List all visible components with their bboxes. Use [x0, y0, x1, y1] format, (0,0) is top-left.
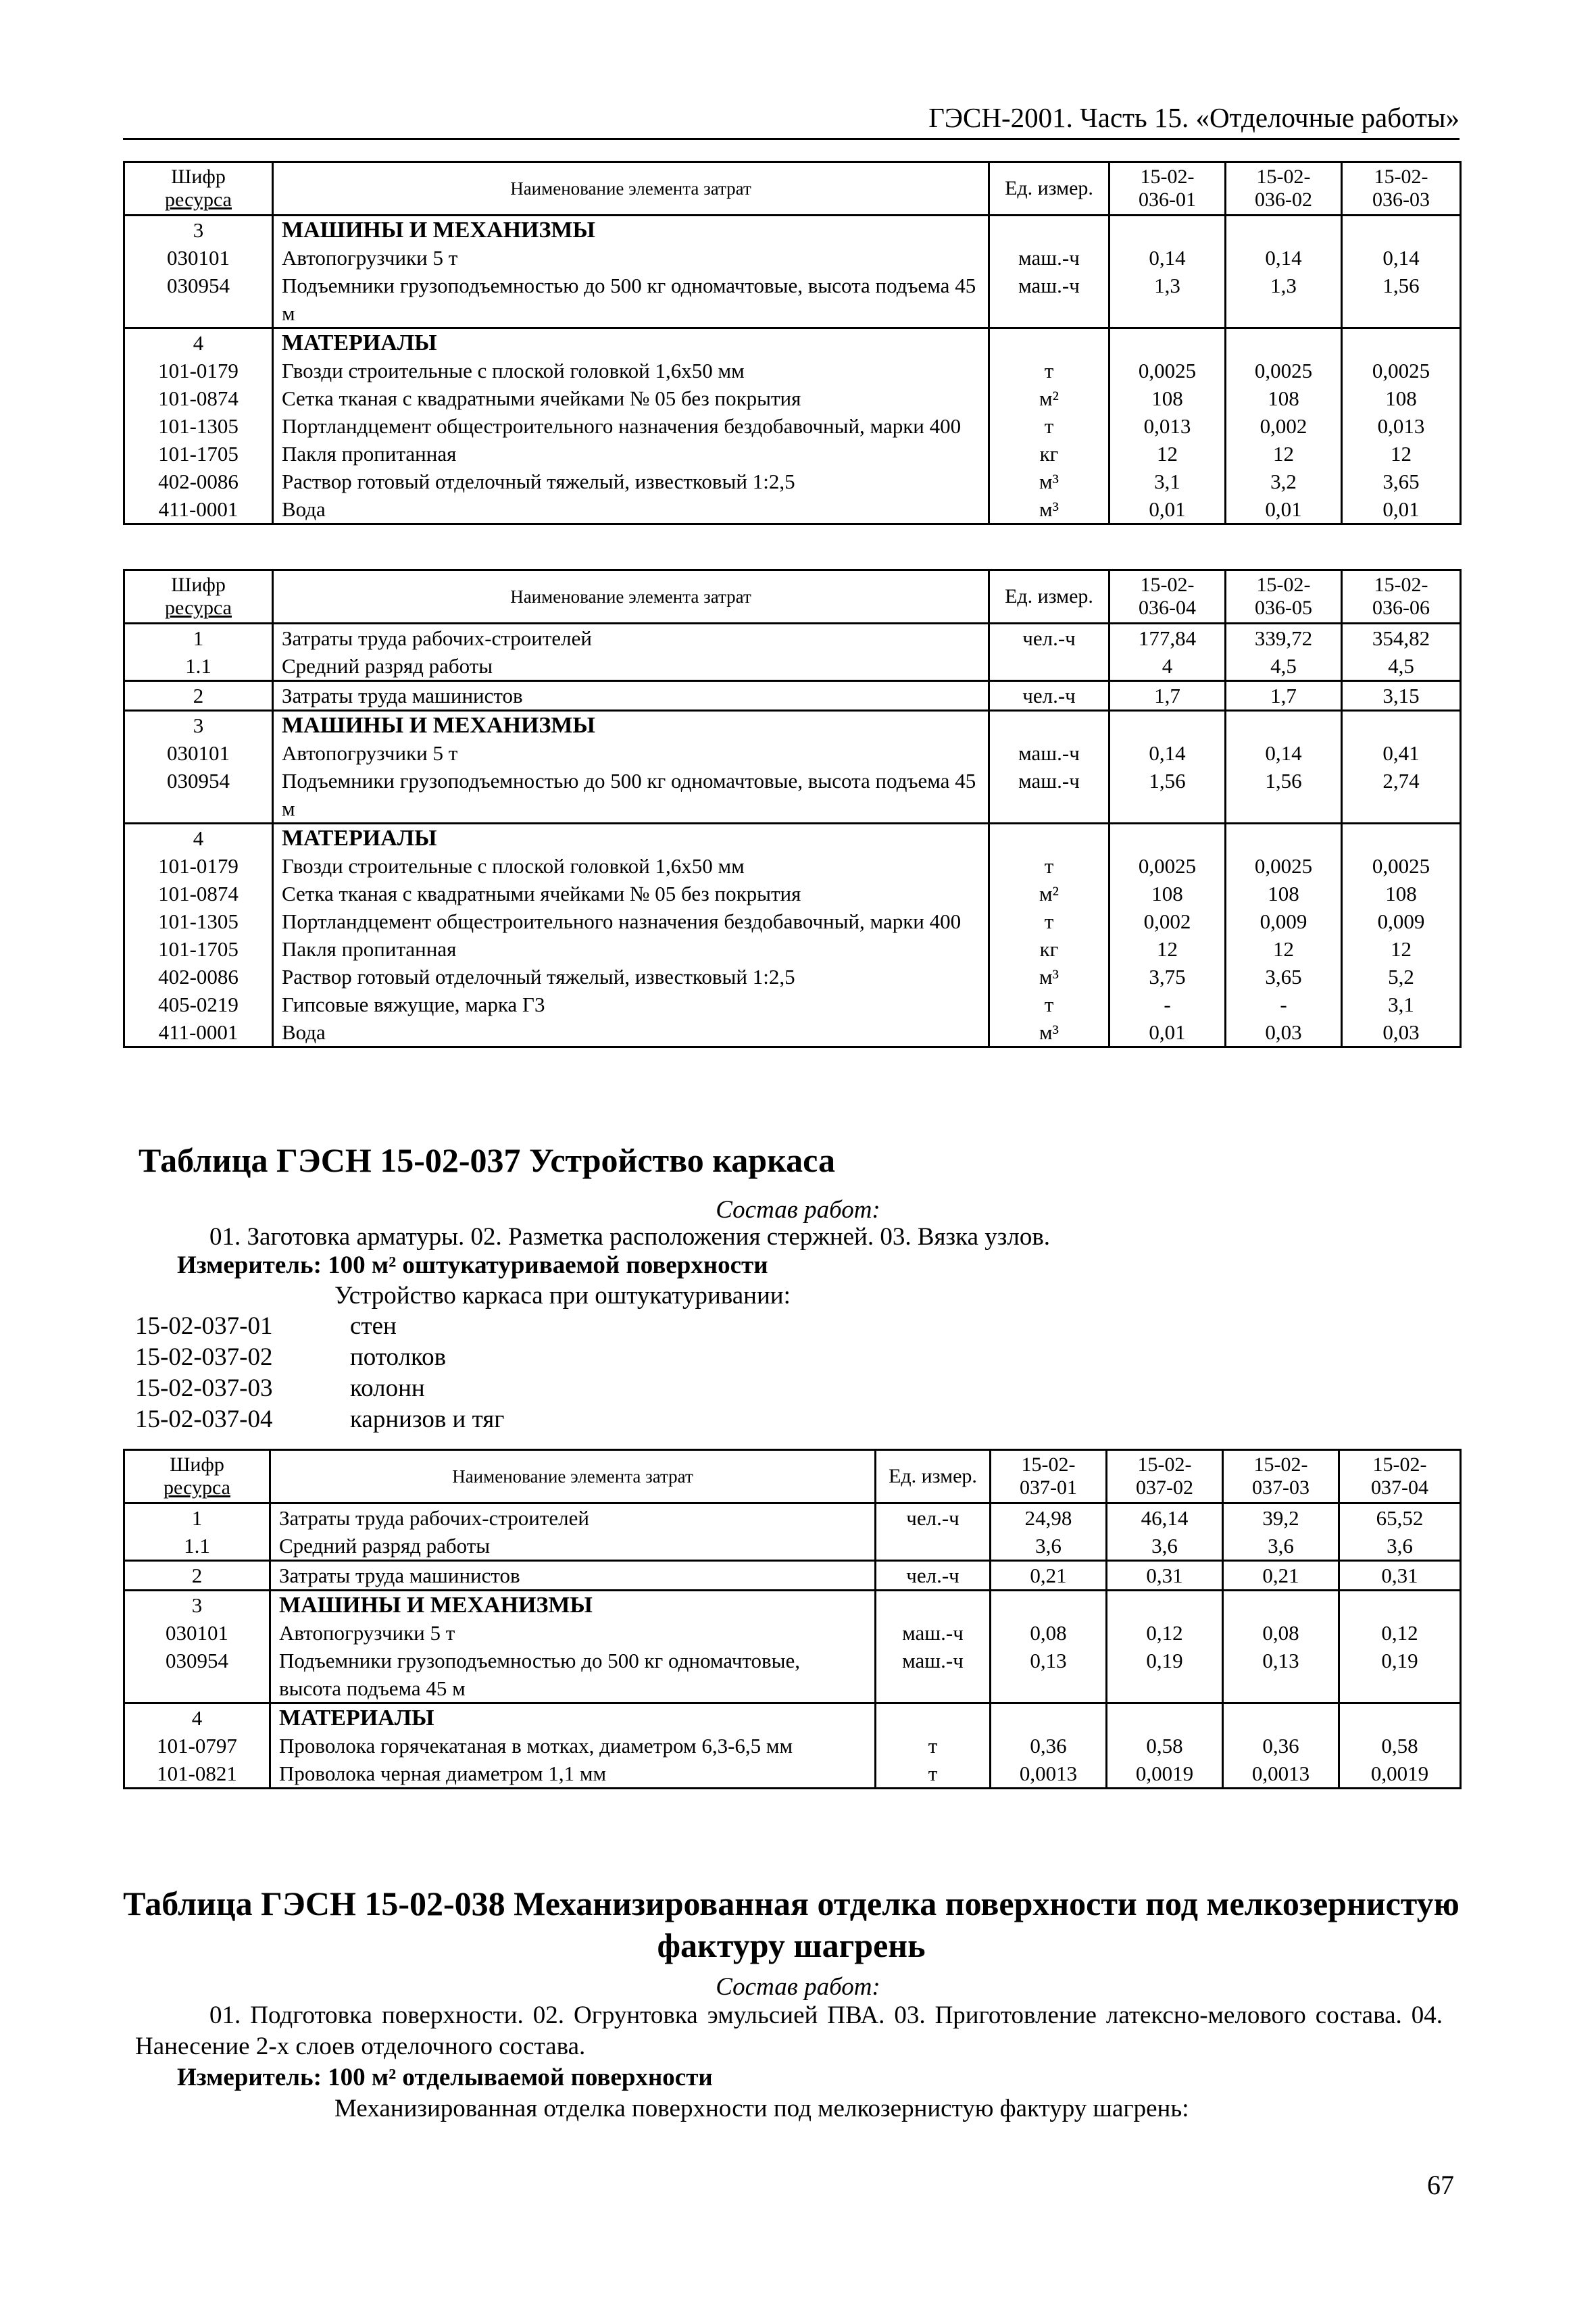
value-cell: 24,98	[991, 1503, 1107, 1533]
value-cell: 0,13	[1223, 1647, 1339, 1703]
measure-line: Измеритель: 100 м² отделываемой поверхности	[177, 2064, 713, 2091]
unit-cell: м²	[989, 384, 1109, 412]
value-cell: 2,74	[1342, 767, 1461, 824]
value-cell: 12	[1342, 440, 1461, 468]
value-cell	[1107, 1591, 1223, 1620]
table-row	[124, 440, 1461, 468]
value-cell: 0,14	[1109, 739, 1226, 767]
value-cell	[1342, 216, 1461, 245]
value-cell: 65,52	[1339, 1503, 1461, 1533]
value-cell	[1226, 824, 1342, 853]
unit-cell: м³	[989, 468, 1109, 495]
value-cell: 0,0019	[1107, 1760, 1223, 1789]
unit-cell: т	[876, 1760, 991, 1789]
resource-name: Затраты труда машинистов	[273, 681, 989, 711]
value-cell: 0,009	[1226, 907, 1342, 935]
header-code: Шифр ресурса	[124, 162, 273, 216]
resource-name: Раствор готовый отделочный тяжелый, известковый 1:2,5	[273, 468, 989, 495]
header-name: Наименование элемента затрат	[270, 1450, 876, 1503]
value-cell: 0,0025	[1109, 357, 1226, 384]
unit-cell: т	[876, 1732, 991, 1760]
page-number: 67	[1427, 2170, 1454, 2200]
value-cell: 108	[1109, 880, 1226, 907]
resource-name: МАТЕРИАЛЫ	[270, 1703, 876, 1733]
resource-code: 1.1	[124, 1532, 270, 1561]
value-cell	[1342, 328, 1461, 357]
value-cell: 1,56	[1109, 767, 1226, 824]
value-cell: 108	[1109, 384, 1226, 412]
unit-cell: м³	[989, 963, 1109, 991]
value-cell: 0,0025	[1342, 357, 1461, 384]
composition-text: 01. Заготовка арматуры. 02. Разметка расположения стержней. 03. Вязка узлов.	[209, 1223, 1051, 1251]
resource-code: 030101	[124, 1619, 270, 1647]
table-row	[124, 880, 1461, 907]
table-row	[124, 272, 1461, 328]
unit-cell: т	[989, 357, 1109, 384]
value-cell: 3,15	[1342, 681, 1461, 711]
resource-name: Затраты труда рабочих-строителей	[270, 1503, 876, 1533]
value-cell: 1,56	[1226, 767, 1342, 824]
value-cell: 0,0013	[1223, 1760, 1339, 1789]
resource-name: Подъемники грузоподъемностью до 500 кг одномачтовые, высота подъема 45 м	[273, 272, 989, 328]
table-row	[124, 1760, 1461, 1789]
resource-code: 101-0179	[124, 852, 273, 880]
value-cell	[1109, 711, 1226, 740]
table-row	[124, 412, 1461, 440]
value-cell: 3,1	[1109, 468, 1226, 495]
running-header: ГЭСН-2001. Часть 15. «Отделочные работы»	[123, 101, 1460, 140]
value-cell: 0,12	[1339, 1619, 1461, 1647]
table-row	[124, 1591, 1461, 1620]
header-col-3: 15-02- 036-03	[1342, 162, 1461, 216]
unit-cell	[989, 216, 1109, 245]
resource-code: 030101	[124, 739, 273, 767]
header-col-2: 15-02- 037-02	[1107, 1450, 1223, 1503]
value-cell: 108	[1226, 880, 1342, 907]
unit-cell: чел.-ч	[989, 624, 1109, 653]
subtitle: Механизированная отделка поверхности под мелкозернистую фактуру шагрень:	[334, 2095, 1189, 2122]
resource-code: 101-1705	[124, 935, 273, 963]
resource-name: МАШИНЫ И МЕХАНИЗМЫ	[273, 216, 989, 245]
value-cell: 4	[1109, 652, 1226, 681]
unit-cell	[989, 711, 1109, 740]
table-row	[124, 328, 1461, 357]
resource-code: 030954	[124, 767, 273, 824]
value-cell: 0,0025	[1342, 852, 1461, 880]
resource-name: МАТЕРИАЛЫ	[273, 824, 989, 853]
value-cell	[1109, 216, 1226, 245]
header-col-2: 15-02- 036-05	[1226, 570, 1342, 624]
table-row	[124, 384, 1461, 412]
unit-cell: кг	[989, 440, 1109, 468]
resource-name: Пакля пропитанная	[273, 440, 989, 468]
table-row	[124, 495, 1461, 524]
unit-cell	[989, 652, 1109, 681]
value-cell: 12	[1226, 440, 1342, 468]
table-row	[124, 468, 1461, 495]
value-cell: 0,19	[1107, 1647, 1223, 1703]
resource-name: Гвозди строительные с плоской головкой 1,6х50 мм	[273, 852, 989, 880]
value-cell: 3,6	[991, 1532, 1107, 1561]
value-cell: 0,14	[1226, 244, 1342, 272]
value-cell: 46,14	[1107, 1503, 1223, 1533]
value-cell	[1109, 328, 1226, 357]
value-cell	[991, 1591, 1107, 1620]
measure-line: Измеритель: 100 м² оштукатуриваемой поверхности	[177, 1251, 768, 1279]
resource-name: Средний разряд работы	[270, 1532, 876, 1561]
table-row	[124, 907, 1461, 935]
value-cell: 0,31	[1339, 1561, 1461, 1591]
value-cell: 12	[1342, 935, 1461, 963]
item-code: 15-02-037-03	[135, 1374, 273, 1402]
unit-cell: маш.-ч	[876, 1619, 991, 1647]
value-cell	[1226, 328, 1342, 357]
value-cell	[1109, 824, 1226, 853]
resource-code: 101-0821	[124, 1760, 270, 1789]
value-cell: 0,36	[1223, 1732, 1339, 1760]
value-cell	[1339, 1591, 1461, 1620]
value-cell: -	[1109, 991, 1226, 1018]
unit-cell	[876, 1532, 991, 1561]
section-037-title: Таблица ГЭСН 15-02-037 Устройство каркаса	[139, 1141, 835, 1179]
header-unit: Ед. измер.	[989, 162, 1109, 216]
item-label: стен	[350, 1312, 397, 1340]
item-code: 15-02-037-01	[135, 1312, 273, 1340]
resource-code: 2	[124, 681, 273, 711]
value-cell: 0,009	[1342, 907, 1461, 935]
value-cell: 1,3	[1226, 272, 1342, 328]
header-col-1: 15-02- 037-01	[991, 1450, 1107, 1503]
value-cell: 0,31	[1107, 1561, 1223, 1591]
table-row	[124, 1647, 1461, 1703]
value-cell: 0,08	[991, 1619, 1107, 1647]
resource-table-037	[123, 1449, 1462, 1789]
value-cell: 4,5	[1226, 652, 1342, 681]
resource-name: Проволока черная диаметром 1,1 мм	[270, 1760, 876, 1789]
value-cell: 0,14	[1109, 244, 1226, 272]
value-cell: 3,1	[1342, 991, 1461, 1018]
unit-cell: чел.-ч	[876, 1561, 991, 1591]
item-code: 15-02-037-04	[135, 1405, 273, 1433]
table-row	[124, 711, 1461, 740]
resource-name: Раствор готовый отделочный тяжелый, известковый 1:2,5	[273, 963, 989, 991]
value-cell: 0,36	[991, 1732, 1107, 1760]
value-cell: 39,2	[1223, 1503, 1339, 1533]
value-cell: 3,75	[1109, 963, 1226, 991]
table-row	[124, 681, 1461, 711]
resource-name: Портландцемент общестроительного назначения бездобавочный, марки 400	[273, 412, 989, 440]
resource-name: Затраты труда рабочих-строителей	[273, 624, 989, 653]
unit-cell: чел.-ч	[876, 1503, 991, 1533]
value-cell: 12	[1109, 440, 1226, 468]
resource-code: 4	[124, 1703, 270, 1733]
unit-cell: маш.-ч	[989, 767, 1109, 824]
value-cell: 177,84	[1109, 624, 1226, 653]
unit-cell: т	[989, 991, 1109, 1018]
resource-code: 030954	[124, 272, 273, 328]
value-cell: 108	[1226, 384, 1342, 412]
resource-name: Гвозди строительные с плоской головкой 1,6х50 мм	[273, 357, 989, 384]
table-row	[124, 852, 1461, 880]
section-038-title: Таблица ГЭСН 15-02-038 Механизированная отделка поверхности под мелкозернистую фактуру шагрень	[123, 1885, 1460, 1964]
table-row	[124, 652, 1461, 681]
table-row	[124, 624, 1461, 653]
unit-cell: маш.-ч	[989, 739, 1109, 767]
item-code: 15-02-037-02	[135, 1343, 273, 1371]
unit-cell: т	[989, 412, 1109, 440]
table-row	[124, 1018, 1461, 1047]
unit-cell: чел.-ч	[989, 681, 1109, 711]
value-cell: 3,65	[1226, 963, 1342, 991]
value-cell: -	[1226, 991, 1342, 1018]
resource-name: Сетка тканая с квадратными ячейками № 05 без покрытия	[273, 384, 989, 412]
value-cell: 0,01	[1109, 495, 1226, 524]
value-cell	[1223, 1703, 1339, 1733]
resource-table-036-04-06	[123, 569, 1462, 1048]
table-row	[124, 824, 1461, 853]
value-cell: 0,14	[1342, 244, 1461, 272]
composition-label: Состав работ:	[716, 1973, 880, 2001]
value-cell: 0,14	[1226, 739, 1342, 767]
header-name: Наименование элемента затрат	[273, 570, 989, 624]
resource-code: 101-1305	[124, 412, 273, 440]
value-cell: 0,19	[1339, 1647, 1461, 1703]
value-cell: 0,002	[1226, 412, 1342, 440]
table-row	[124, 1503, 1461, 1533]
value-cell: 339,72	[1226, 624, 1342, 653]
value-cell: 12	[1226, 935, 1342, 963]
value-cell: 3,6	[1339, 1532, 1461, 1561]
value-cell: 0,12	[1107, 1619, 1223, 1647]
resource-name: Проволока горячекатаная в мотках, диаметром 6,3-6,5 мм	[270, 1732, 876, 1760]
resource-name: Автопогрузчики 5 т	[273, 739, 989, 767]
header-col-4: 15-02- 037-04	[1339, 1450, 1461, 1503]
header-col-2: 15-02- 036-02	[1226, 162, 1342, 216]
value-cell: 0,013	[1109, 412, 1226, 440]
table-row	[124, 244, 1461, 272]
value-cell: 0,21	[1223, 1561, 1339, 1591]
resource-code: 101-0874	[124, 880, 273, 907]
value-cell	[1339, 1703, 1461, 1733]
value-cell: 3,6	[1223, 1532, 1339, 1561]
resource-code: 3	[124, 711, 273, 740]
value-cell: 0,03	[1226, 1018, 1342, 1047]
resource-code: 3	[124, 1591, 270, 1620]
unit-cell	[989, 824, 1109, 853]
resource-name: Подъемники грузоподъемностью до 500 кг одномачтовые, высота подъема 45 м	[273, 767, 989, 824]
value-cell	[991, 1703, 1107, 1733]
resource-code: 1	[124, 624, 273, 653]
header-name: Наименование элемента затрат	[273, 162, 989, 216]
value-cell: 0,0025	[1109, 852, 1226, 880]
header-col-3: 15-02- 036-06	[1342, 570, 1461, 624]
header-code: Шифр ресурса	[124, 1450, 270, 1503]
resource-name: Портландцемент общестроительного назначения бездобавочный, марки 400	[273, 907, 989, 935]
unit-cell	[876, 1703, 991, 1733]
value-cell	[1107, 1703, 1223, 1733]
value-cell: 0,08	[1223, 1619, 1339, 1647]
resource-name: Затраты труда машинистов	[270, 1561, 876, 1591]
value-cell: 0,03	[1342, 1018, 1461, 1047]
unit-cell: т	[989, 907, 1109, 935]
value-cell: 354,82	[1342, 624, 1461, 653]
resource-code: 101-0797	[124, 1732, 270, 1760]
value-cell: 1,56	[1342, 272, 1461, 328]
header-code: Шифр ресурса	[124, 570, 273, 624]
resource-name: МАШИНЫ И МЕХАНИЗМЫ	[270, 1591, 876, 1620]
resource-code: 101-1305	[124, 907, 273, 935]
item-label: карнизов и тяг	[350, 1405, 505, 1433]
value-cell: 0,002	[1109, 907, 1226, 935]
resource-code: 1	[124, 1503, 270, 1533]
resource-name: Автопогрузчики 5 т	[273, 244, 989, 272]
table-row	[124, 1703, 1461, 1733]
table-row	[124, 991, 1461, 1018]
value-cell: 0,01	[1109, 1018, 1226, 1047]
header-unit: Ед. измер.	[876, 1450, 991, 1503]
value-cell: 0,0013	[991, 1760, 1107, 1789]
table-row	[124, 739, 1461, 767]
value-cell: 0,0025	[1226, 852, 1342, 880]
table-row	[124, 767, 1461, 824]
resource-name: МАШИНЫ И МЕХАНИЗМЫ	[273, 711, 989, 740]
table-row	[124, 216, 1461, 245]
value-cell: 108	[1342, 880, 1461, 907]
resource-code: 402-0086	[124, 963, 273, 991]
unit-cell: маш.-ч	[989, 272, 1109, 328]
resource-name: МАТЕРИАЛЫ	[273, 328, 989, 357]
resource-code: 411-0001	[124, 1018, 273, 1047]
unit-cell	[989, 328, 1109, 357]
resource-name: Пакля пропитанная	[273, 935, 989, 963]
resource-code: 101-0179	[124, 357, 273, 384]
header-unit: Ед. измер.	[989, 570, 1109, 624]
value-cell: 5,2	[1342, 963, 1461, 991]
resource-table-036-01-03	[123, 161, 1462, 525]
resource-code: 1.1	[124, 652, 273, 681]
unit-cell: м³	[989, 1018, 1109, 1047]
header-col-1: 15-02- 036-04	[1109, 570, 1226, 624]
value-cell	[1226, 216, 1342, 245]
value-cell: 3,6	[1107, 1532, 1223, 1561]
unit-cell: маш.-ч	[989, 244, 1109, 272]
unit-cell: маш.-ч	[876, 1647, 991, 1703]
resource-name: Сетка тканая с квадратными ячейками № 05 без покрытия	[273, 880, 989, 907]
value-cell: 0,58	[1339, 1732, 1461, 1760]
header-col-1: 15-02- 036-01	[1109, 162, 1226, 216]
table-row	[124, 1561, 1461, 1591]
value-cell	[1223, 1591, 1339, 1620]
value-cell: 0,0019	[1339, 1760, 1461, 1789]
table-row	[124, 963, 1461, 991]
value-cell: 1,7	[1109, 681, 1226, 711]
resource-code: 4	[124, 328, 273, 357]
resource-code: 4	[124, 824, 273, 853]
value-cell: 0,01	[1342, 495, 1461, 524]
unit-cell	[876, 1591, 991, 1620]
unit-cell: кг	[989, 935, 1109, 963]
item-label: колонн	[350, 1374, 425, 1402]
resource-code: 2	[124, 1561, 270, 1591]
composition-label: Состав работ:	[716, 1196, 880, 1224]
resource-name: Автопогрузчики 5 т	[270, 1619, 876, 1647]
resource-code: 3	[124, 216, 273, 245]
value-cell: 1,3	[1109, 272, 1226, 328]
value-cell: 1,7	[1226, 681, 1342, 711]
resource-code: 030954	[124, 1647, 270, 1703]
table-row	[124, 357, 1461, 384]
value-cell: 0,0025	[1226, 357, 1342, 384]
unit-cell: т	[989, 852, 1109, 880]
value-cell	[1342, 824, 1461, 853]
resource-code: 101-0874	[124, 384, 273, 412]
value-cell: 0,41	[1342, 739, 1461, 767]
table-row	[124, 1732, 1461, 1760]
resource-name: Вода	[273, 495, 989, 524]
header-col-3: 15-02- 037-03	[1223, 1450, 1339, 1503]
resource-name: Вода	[273, 1018, 989, 1047]
value-cell: 0,13	[991, 1647, 1107, 1703]
resource-name: Гипсовые вяжущие, марка Г3	[273, 991, 989, 1018]
table-row	[124, 1532, 1461, 1561]
table-row	[124, 1619, 1461, 1647]
value-cell: 3,2	[1226, 468, 1342, 495]
value-cell	[1342, 711, 1461, 740]
value-cell: 0,01	[1226, 495, 1342, 524]
table-row	[124, 935, 1461, 963]
value-cell: 108	[1342, 384, 1461, 412]
composition-text: 01. Подготовка поверхности. 02. Огрунтовка эмульсией ПВА. 03. Приготовление латексно-мелового состава. 04. Нанесение 2-х слоев отделочного состава.	[135, 2001, 1443, 2060]
resource-name: Средний разряд работы	[273, 652, 989, 681]
subtitle: Устройство каркаса при оштукатуривании:	[334, 1282, 791, 1310]
value-cell: 0,013	[1342, 412, 1461, 440]
value-cell: 12	[1109, 935, 1226, 963]
item-label: потолков	[350, 1343, 447, 1371]
value-cell: 4,5	[1342, 652, 1461, 681]
resource-code: 101-1705	[124, 440, 273, 468]
resource-code: 411-0001	[124, 495, 273, 524]
value-cell: 0,21	[991, 1561, 1107, 1591]
value-cell: 0,58	[1107, 1732, 1223, 1760]
resource-name: Подъемники грузоподъемностью до 500 кг одномачтовые, высота подъема 45 м	[270, 1647, 876, 1703]
resource-code: 402-0086	[124, 468, 273, 495]
value-cell	[1226, 711, 1342, 740]
resource-code: 030101	[124, 244, 273, 272]
unit-cell: м²	[989, 880, 1109, 907]
resource-code: 405-0219	[124, 991, 273, 1018]
unit-cell: м³	[989, 495, 1109, 524]
value-cell: 3,65	[1342, 468, 1461, 495]
